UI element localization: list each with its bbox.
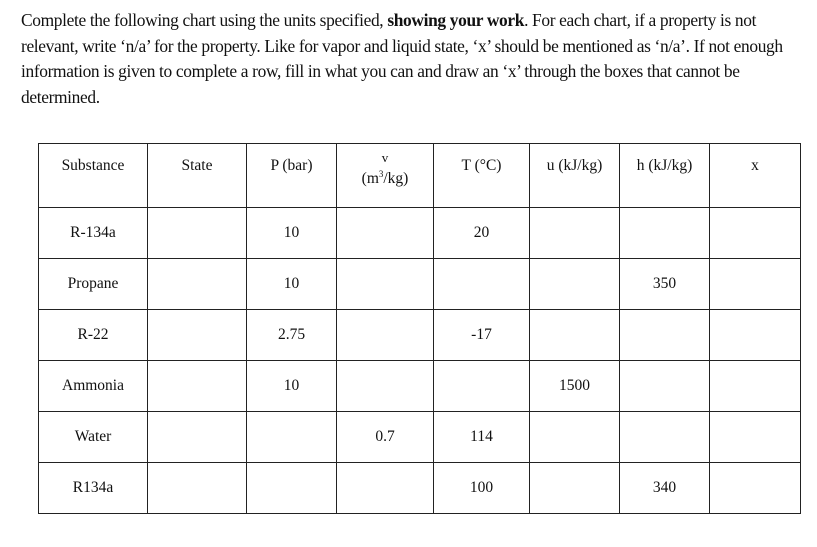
cell-t[interactable]: 114	[434, 412, 530, 463]
cell-p[interactable]	[247, 463, 337, 514]
cell-x[interactable]	[710, 208, 801, 259]
cell-t[interactable]: 20	[434, 208, 530, 259]
instructions	[21, 8, 806, 111]
cell-h[interactable]: 340	[620, 463, 710, 514]
cell-p[interactable]: 10	[247, 361, 337, 412]
cell-p[interactable]: 10	[247, 208, 337, 259]
table-row	[39, 361, 801, 412]
header-pressure: P (bar)	[247, 144, 337, 208]
cell-x[interactable]	[710, 310, 801, 361]
cell-substance: Ammonia	[39, 361, 148, 412]
header-temperature: T (°C)	[434, 144, 530, 208]
cell-h[interactable]	[620, 208, 710, 259]
properties-table	[38, 143, 801, 514]
cell-h[interactable]	[620, 412, 710, 463]
cell-x[interactable]	[710, 361, 801, 412]
cell-t[interactable]: 100	[434, 463, 530, 514]
cell-substance: Water	[39, 412, 148, 463]
cell-x[interactable]	[710, 412, 801, 463]
cell-state[interactable]	[148, 310, 247, 361]
cell-substance: R-134a	[39, 208, 148, 259]
instructions-text: Complete the following chart using the units specified,	[21, 10, 388, 30]
cell-h[interactable]	[620, 361, 710, 412]
instructions-text-cont: . For each chart, if a property is not relevant, write ‘n/a’ for the property. Like for vapor and liquid state, ‘x’ should be mentioned as ‘n/a’. If not enough information is given to complete a row, fill in what you can and draw an ‘x’ through the boxes that cannot be determined.	[21, 10, 783, 108]
table-row	[39, 259, 801, 310]
header-specific-volume	[337, 144, 434, 208]
cell-x[interactable]	[710, 463, 801, 514]
cell-substance: R-22	[39, 310, 148, 361]
cell-u[interactable]	[530, 259, 620, 310]
v-unit: $(m^3/kg)$	[361, 169, 409, 188]
cell-state[interactable]	[148, 463, 247, 514]
cell-state[interactable]	[148, 259, 247, 310]
header-substance: Substance	[39, 144, 148, 208]
header-internal-energy: u (kJ/kg)	[530, 144, 620, 208]
table-row	[39, 412, 801, 463]
header-row	[39, 144, 801, 208]
cell-u[interactable]	[530, 208, 620, 259]
cell-v[interactable]	[337, 361, 434, 412]
cell-u[interactable]: 1500	[530, 361, 620, 412]
instructions-bold: showing your work	[387, 10, 525, 30]
cell-t[interactable]: -17	[434, 310, 530, 361]
cell-h[interactable]	[620, 310, 710, 361]
cell-substance: R134a	[39, 463, 148, 514]
header-enthalpy: h (kJ/kg)	[620, 144, 710, 208]
cell-v[interactable]	[337, 463, 434, 514]
cell-p[interactable]: 2.75	[247, 310, 337, 361]
header-quality: x	[710, 144, 801, 208]
table-row	[39, 208, 801, 259]
cell-substance: Propane	[39, 259, 148, 310]
cell-u[interactable]	[530, 412, 620, 463]
cell-state[interactable]	[148, 208, 247, 259]
table-row	[39, 310, 801, 361]
cell-t[interactable]	[434, 361, 530, 412]
cell-p[interactable]	[247, 412, 337, 463]
cell-v[interactable]	[337, 208, 434, 259]
cell-p[interactable]: 10	[247, 259, 337, 310]
cell-x[interactable]	[710, 259, 801, 310]
v-symbol: v	[381, 150, 389, 165]
cell-t[interactable]	[434, 259, 530, 310]
table-row	[39, 463, 801, 514]
cell-state[interactable]	[148, 361, 247, 412]
cell-state[interactable]	[148, 412, 247, 463]
cell-v[interactable]	[337, 259, 434, 310]
header-state: State	[148, 144, 247, 208]
cell-h[interactable]: 350	[620, 259, 710, 310]
cell-u[interactable]	[530, 463, 620, 514]
cell-u[interactable]	[530, 310, 620, 361]
cell-v[interactable]: 0.7	[337, 412, 434, 463]
cell-v[interactable]	[337, 310, 434, 361]
